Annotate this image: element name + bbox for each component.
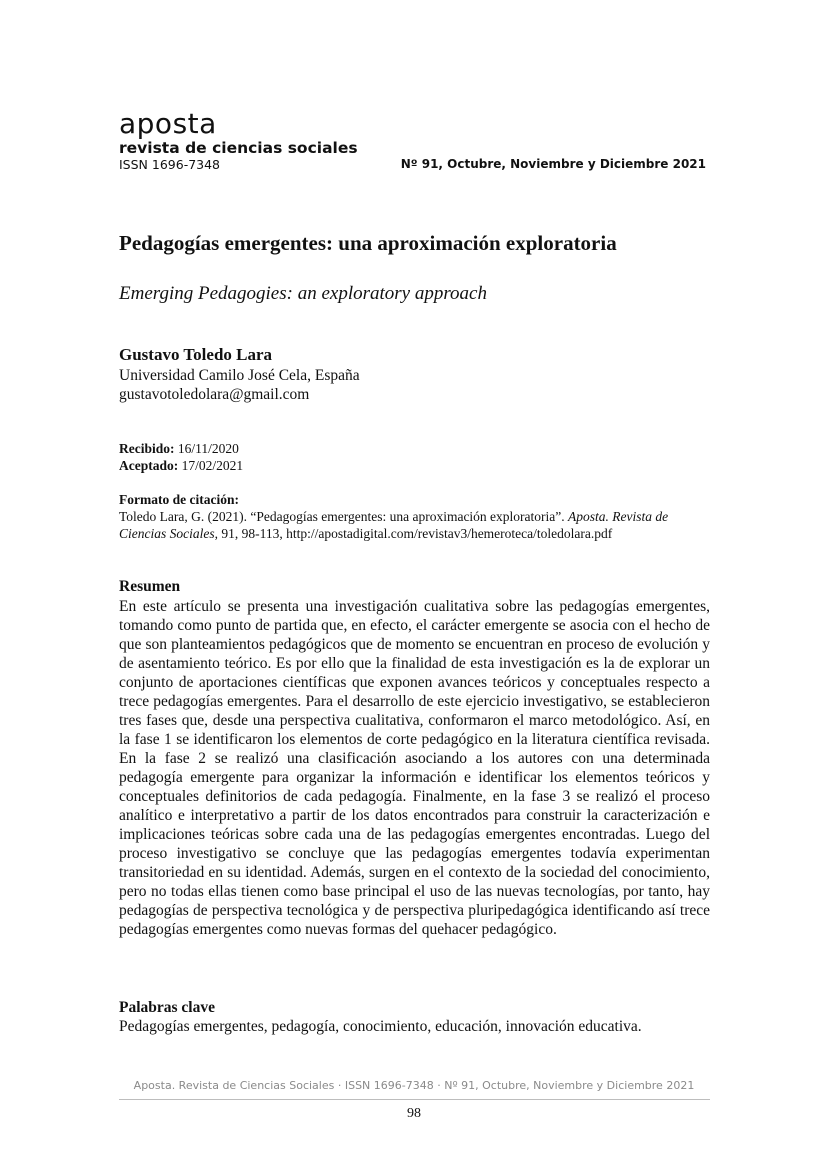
accepted-date: 17/02/2021 — [178, 457, 244, 473]
article-title: Pedagogías emergentes: una aproximación exploratoria — [119, 231, 617, 255]
abstract-heading: Resumen — [119, 578, 181, 595]
issn: ISSN 1696-7348 — [119, 157, 221, 172]
accepted-line — [119, 458, 243, 475]
abstract-body: En este artículo se presenta una investigación cualitativa sobre las pedagogías emergentes, tomando como punto de partida que, en efecto, el carácter emergente se asocia con el hecho de que son planteamientos pedagógicos que de momento se encuentran en proceso de evolución y de asentamiento teórico. Es por ello que la finalidad de esta investigación es la de explorar un conjunto de aportaciones científicas que exponen avances teóricos y conceptuales respecto a trece pedagogías emergentes. Para el desarrollo de este ejercicio investigativo, se establecieron tres fases que, desde una perspectiva cualitativa, conformaron el marco metodológico. Así, en la fase 1 se identificaron los elementos de corte pedagógico en la literatura científica revisada. En la fase 2 se realizó una clasificación asociando a los autores con una determinada pedagogía emergente para organizar la información e identificar los elementos teóricos y conceptuales definitorios de cada pedagogía. Finalmente, en la fase 3 se realizó el proceso analítico e interpretativo a partir de los datos encontrados para construir la caracterización e implicaciones teóricas sobre cada una de las pedagogías emergentes encontradas. Luego del proceso investigativo se concluye que las pedagogías emergentes todavía experimentan transitoriedad en su identidad. Además, surgen en el contexto de la sociedad del conocimiento, pero no todas ellas tienen como base principal el uso de las nuevas tecnologías, por tanto, hay pedagogías de perspectiva tecnológica y de perspectiva pluripedagógica identificando así trece pedagogías emergentes como nuevas formas del quehacer pedagógico. — [119, 598, 710, 938]
keywords-heading: Palabras clave — [119, 999, 215, 1016]
journal-subtitle: revista de ciencias sociales — [119, 139, 358, 157]
keywords-body: Pedagogías emergentes, pedagogía, conocimiento, educación, innovación educativa. — [119, 1018, 642, 1035]
page-number: 98 — [407, 1106, 421, 1121]
author-email[interactable]: gustavotoledolara@gmail.com — [119, 386, 310, 403]
author-name: Gustavo Toledo Lara — [119, 345, 273, 364]
received-date: 16/11/2020 — [174, 441, 239, 456]
journal-name: aposta — [119, 107, 217, 140]
article-subtitle: Emerging Pedagogies: an exploratory approach — [119, 283, 487, 304]
accepted-label: Aceptado: — [119, 457, 179, 473]
citation-text-b: , 91, 98-113, http://apostadigital.com/revistav3/hemeroteca/toledolara.pdf — [214, 526, 613, 541]
footer-text: Aposta. Revista de Ciencias Sociales · ISSN 1696-7348 · Nº 91, Octubre, Noviembre y Diciembre 2021 — [133, 1079, 695, 1092]
citation-text-a: Toledo Lara, G. (2021). “Pedagogías emergentes: una aproximación exploratoria”. — [119, 509, 569, 524]
issue-info: Nº 91, Octubre, Noviembre y Diciembre 2021 — [400, 157, 706, 171]
citation-journal: Aposta. Revista de Ciencias Sociales — [119, 509, 669, 541]
citation-block — [119, 491, 709, 542]
received-line — [119, 441, 243, 458]
author-affiliation: Universidad Camilo José Cela, España — [119, 367, 360, 384]
citation-label: Formato de citación: — [119, 492, 239, 507]
received-label: Recibido: — [119, 441, 175, 456]
dates-block — [119, 441, 243, 474]
footer-divider — [119, 1099, 710, 1100]
